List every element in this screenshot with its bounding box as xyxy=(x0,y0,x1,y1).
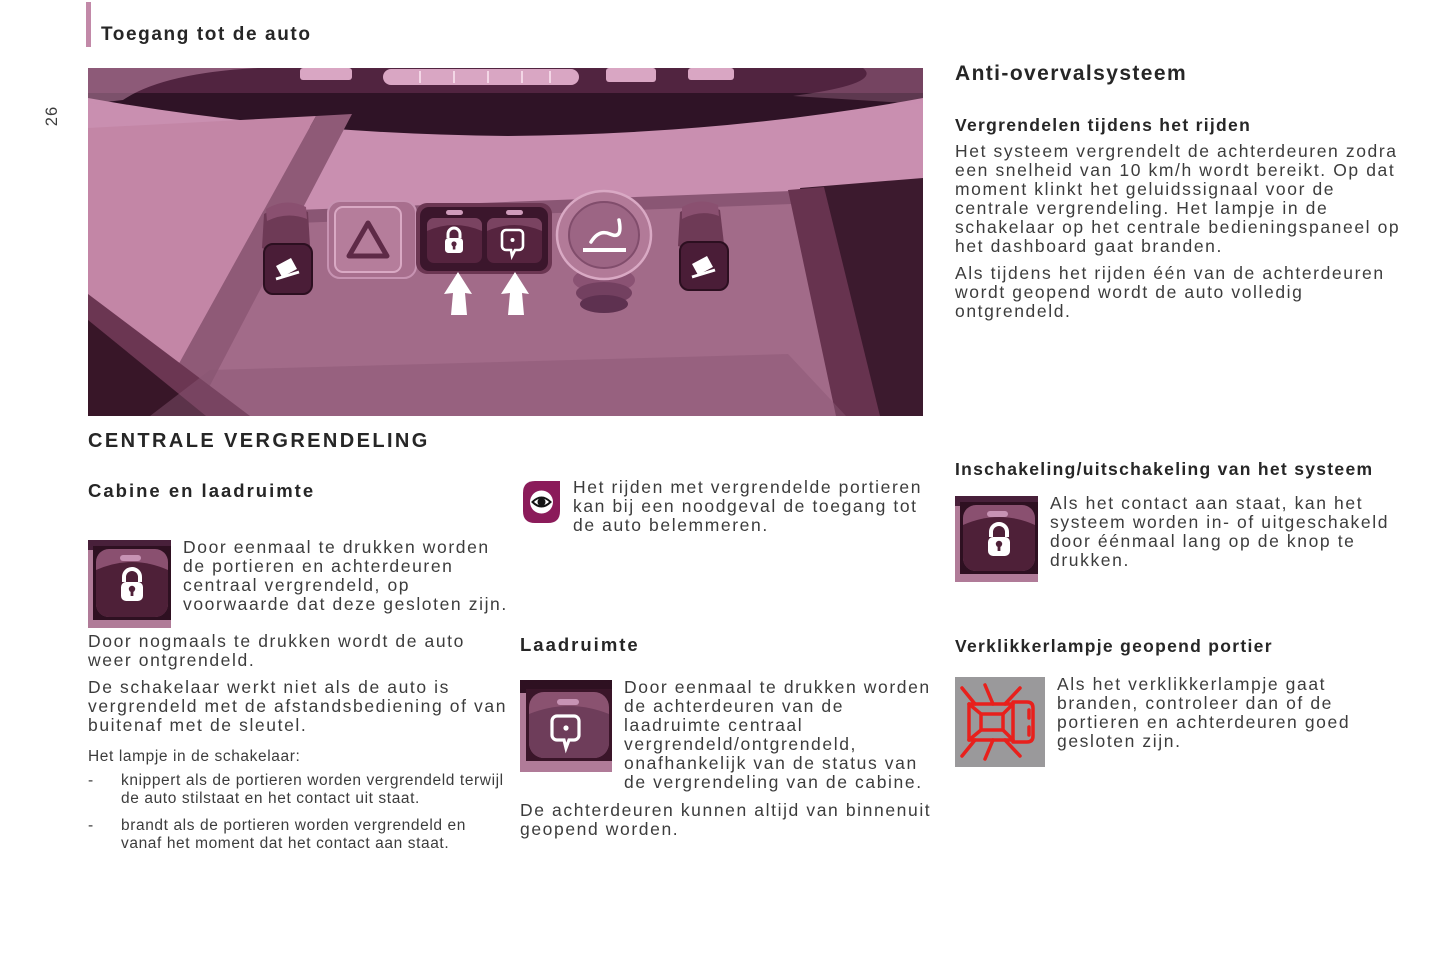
anti-theft-block xyxy=(955,62,1401,321)
subsection-title-cabin: Cabine en laadruimte xyxy=(88,480,316,501)
eye-warning-icon xyxy=(520,478,563,526)
door-open-indicator-title: Verklikkerlampje geopend portier xyxy=(955,636,1273,656)
hazard-button-icon xyxy=(328,201,416,278)
cargo-lock-switch-image xyxy=(520,680,612,772)
section-title-central-locking: CENTRALE VERGRENDELING xyxy=(88,430,430,452)
window-switch-right-icon xyxy=(678,201,728,290)
system-lock-switch-image xyxy=(955,496,1038,582)
cabin-paragraph-1: Door eenmaal te drukken worden de portieren en achterdeuren centraal vergrendeld, op voorwaarde dat deze gesloten zijn. xyxy=(183,537,508,614)
system-toggle-block xyxy=(955,459,1401,586)
cabin-paragraph-3: De schakelaar werkt niet als de auto is vergrendeld met de afstandsbediening of van buitenaf met de sleutel. xyxy=(88,677,508,735)
dashboard-console-photo xyxy=(88,68,923,416)
door-open-indicator-paragraph: Als het verklikkerlampje gaat branden, controleer dan of de portieren en achterdeuren goed gesloten zijn. xyxy=(1057,674,1351,751)
warning-text: Het rijden met vergrendelde portieren kan bij een noodgeval de toegang tot de auto belemmeren. xyxy=(573,477,923,535)
lamp-intro: Het lampje in de schakelaar: xyxy=(88,748,301,765)
page-title: Toegang tot de auto xyxy=(101,24,312,45)
anti-theft-title: Anti-overvalsysteem xyxy=(955,62,1188,85)
bullet-dash: - xyxy=(88,817,94,834)
window-switch-left-icon xyxy=(262,202,312,294)
central-locking-switches-icon xyxy=(416,203,552,274)
driving-lock-paragraph-1: Het systeem vergrendelt de achterdeuren zodra een snelheid van 10 km/h wordt bereikt. Op dat moment klinkt het geluidssignaal voor de centrale vergrendeling. Het lampje in de schakelaar op het centrale bedieningspaneel op het dashboard gaat branden. xyxy=(955,141,1401,256)
car-doors-open-warning-icon xyxy=(955,677,1045,767)
system-toggle-paragraph: Als het contact aan staat, kan het systeem worden in- of uitgeschakeld door éénmaal lang op de knop te drukken. xyxy=(1050,493,1390,570)
console-illustration xyxy=(88,68,923,416)
cab-lock-switch-image xyxy=(88,540,171,628)
cargo-paragraph-1: Door eenmaal te drukken worden de achterdeuren van de laadruimte centraal vergrendeld/ontgrendeld, onafhankelijk van de status van de vergrendeling van de cabine. xyxy=(624,677,931,792)
cargo-locking-block xyxy=(520,678,936,839)
bullet-dash: - xyxy=(88,772,94,789)
cabin-paragraph-2: Door nogmaals te drukken wordt de auto weer ontgrendeld. xyxy=(88,631,465,670)
door-open-indicator-block xyxy=(955,636,1401,771)
lamp-bullet-1: - knippert als de portieren worden vergrendeld terwijl de auto stilstaat en het contact uit staat. xyxy=(88,772,504,807)
driving-lock-paragraph-2: Als tijdens het rijden één van de achterdeuren wordt geopend wordt de auto volledig ontgrendeld. xyxy=(955,263,1385,321)
driving-lock-title: Vergrendelen tijdens het rijden xyxy=(955,115,1252,135)
system-toggle-title: Inschakeling/uitschakeling van het systeem xyxy=(955,459,1374,479)
locked-doors-warning-block xyxy=(520,478,936,535)
lamp-bullet-2: - brandt als de portieren worden vergrendeld en vanaf het moment dat het contact aan staat. xyxy=(88,817,466,852)
cabin-locking-block xyxy=(88,538,510,853)
subsection-title-cargo: Laadruimte xyxy=(520,634,640,655)
cargo-paragraph-2: De achterdeuren kunnen altijd van binnenuit geopend worden. xyxy=(520,800,932,839)
page-number: 26 xyxy=(42,105,61,127)
header-accent-bar xyxy=(86,2,91,47)
